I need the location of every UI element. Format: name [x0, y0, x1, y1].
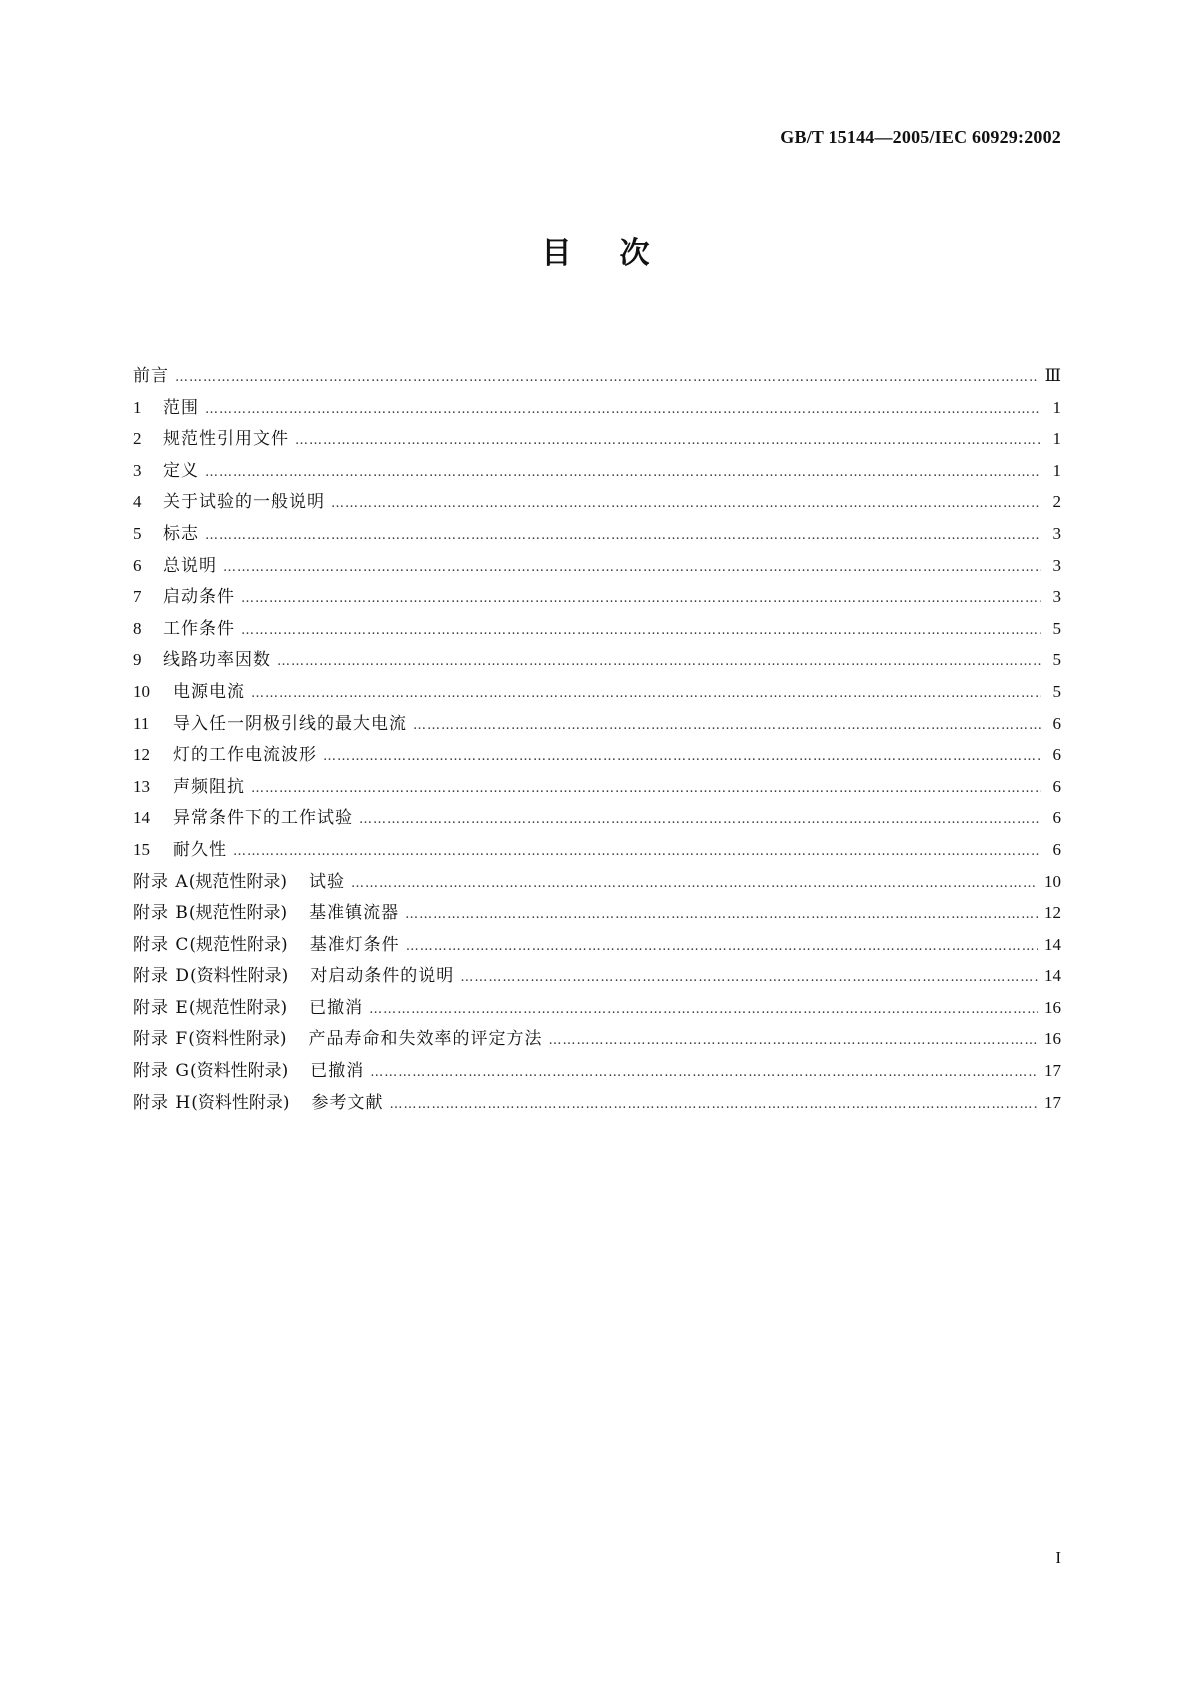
toc-entry-label: 耐久性	[173, 839, 227, 860]
annex-prefix: 附录 B	[133, 903, 189, 924]
dot-leader	[369, 1002, 1038, 1017]
toc-entry[interactable]	[133, 803, 1061, 835]
annex-prefix: 附录 D	[133, 966, 191, 987]
toc-entry[interactable]	[133, 519, 1061, 551]
toc-entry-page: 6	[1052, 745, 1061, 765]
annex-category: (资料性附录)	[188, 1029, 287, 1050]
dot-leader	[251, 781, 1041, 796]
toc-entry-page: Ⅲ	[1044, 366, 1061, 385]
toc-annex-entry[interactable]	[133, 993, 1061, 1025]
toc-entry-page: 16	[1044, 1029, 1061, 1049]
toc-entry-label: 对启动条件的说明	[310, 966, 455, 987]
annex-prefix: 附录 H	[133, 1092, 192, 1113]
dot-leader	[405, 907, 1038, 922]
toc-entry[interactable]	[133, 393, 1061, 425]
toc-entry-page: 3	[1052, 523, 1061, 543]
toc-entry[interactable]	[133, 456, 1061, 488]
toc-annex-entry[interactable]	[133, 1056, 1061, 1088]
toc-entry-page: 10	[1044, 871, 1061, 891]
dot-leader	[205, 528, 1041, 543]
dot-leader	[205, 402, 1041, 417]
toc-entry-page: 3	[1052, 587, 1061, 607]
annex-category: (资料性附录)	[191, 1092, 290, 1113]
toc-entry-number: 9	[133, 650, 142, 670]
toc-entry-page: 6	[1052, 713, 1061, 733]
dot-leader	[390, 1097, 1039, 1112]
dot-leader	[251, 686, 1041, 701]
toc-entry-foreword[interactable]	[133, 361, 1061, 393]
toc-entry-label: 产品寿命和失效率的评定方法	[308, 1029, 543, 1050]
toc-entry[interactable]	[133, 614, 1061, 646]
toc-entry-page: 14	[1044, 966, 1061, 986]
dot-leader	[413, 718, 1041, 733]
dot-leader	[323, 749, 1041, 764]
annex-prefix: 附录 F	[133, 1029, 189, 1050]
toc-entry[interactable]	[133, 835, 1061, 867]
dot-leader	[223, 560, 1041, 575]
toc-entry-number: 4	[133, 492, 142, 512]
toc-entry-label: 已撤消	[310, 1061, 365, 1082]
dot-leader	[175, 370, 1039, 385]
toc-entry-page: 3	[1052, 555, 1061, 575]
toc-entry-page: 5	[1052, 650, 1061, 670]
toc-entry-label: 定义	[163, 460, 199, 481]
toc-entry-label: 标志	[163, 523, 199, 544]
toc-entry-page: 14	[1044, 934, 1061, 954]
toc-annex-entry[interactable]	[133, 930, 1061, 962]
toc-annex-entry[interactable]	[133, 898, 1061, 930]
toc-entry-label: 已撤消	[309, 997, 364, 1018]
annex-category: (规范性附录)	[188, 997, 288, 1018]
annex-category: (规范性附录)	[188, 871, 287, 892]
annex-category: (资料性附录)	[189, 1061, 289, 1082]
dot-leader	[277, 654, 1041, 669]
annex-category: (资料性附录)	[190, 966, 289, 987]
toc-entry-label: 总说明	[163, 555, 217, 576]
page-title: 目次	[541, 236, 698, 271]
toc-entry-number: 12	[133, 745, 150, 765]
toc-entry-page: 1	[1052, 429, 1061, 449]
toc-entry-page: 16	[1044, 997, 1061, 1017]
toc-entry-number: 6	[133, 555, 142, 575]
page-number: I	[1055, 1548, 1061, 1567]
dot-leader	[406, 939, 1038, 954]
toc-annex-entry[interactable]	[133, 867, 1061, 899]
annex-prefix: 附录 E	[133, 997, 189, 1018]
toc-entry-label: 声频阻抗	[173, 776, 245, 797]
toc-entry[interactable]	[133, 424, 1061, 456]
dot-leader	[233, 844, 1041, 859]
toc-entry-page: 12	[1044, 903, 1061, 923]
annex-prefix: 附录 G	[133, 1061, 190, 1082]
toc-entry[interactable]	[133, 677, 1061, 709]
toc-entry-number: 8	[133, 618, 142, 638]
toc-entry-label: 试验	[308, 871, 345, 892]
dot-leader	[295, 433, 1041, 448]
toc-entry-label: 前言	[133, 366, 169, 386]
annex-category: (规范性附录)	[188, 903, 288, 924]
toc-entry-number: 15	[133, 839, 150, 859]
toc-entry-label: 基准镇流器	[309, 903, 400, 924]
toc-annex-entry[interactable]	[133, 961, 1061, 993]
toc-entry-number: 2	[133, 429, 142, 449]
dot-leader	[359, 812, 1041, 827]
toc-entry-page: 17	[1044, 1092, 1061, 1112]
toc-entry-page: 5	[1052, 618, 1061, 638]
toc-entry-page: 1	[1052, 397, 1061, 417]
toc-entry-number: 1	[133, 397, 142, 417]
toc-entry-number: 14	[133, 808, 150, 828]
toc-entry-label: 基准灯条件	[309, 934, 400, 955]
toc-entry-number: 7	[133, 587, 142, 607]
dot-leader	[460, 970, 1038, 985]
toc-entry-label: 启动条件	[163, 587, 235, 608]
toc-entry[interactable]	[133, 582, 1061, 614]
annex-prefix: 附录 C	[133, 934, 190, 955]
toc-entry-number: 11	[133, 713, 150, 733]
toc-entry[interactable]	[133, 487, 1061, 519]
toc-annex-entry[interactable]	[133, 1024, 1061, 1056]
toc-entry[interactable]	[133, 772, 1061, 804]
toc-entry-number: 5	[133, 523, 142, 543]
toc-entry-page: 5	[1052, 681, 1061, 701]
annex-category: (规范性附录)	[189, 934, 288, 955]
dot-leader	[331, 496, 1041, 511]
dot-leader	[351, 876, 1038, 891]
toc-entry-page: 1	[1052, 460, 1061, 480]
standard-number: GB/T 15144—2005/IEC 60929:2002	[780, 127, 1061, 147]
toc-entry-label: 规范性引用文件	[163, 429, 289, 450]
table-of-contents	[133, 361, 1061, 1119]
toc-entry[interactable]	[133, 709, 1061, 741]
toc-entry-label: 电源电流	[173, 681, 245, 702]
toc-entry[interactable]	[133, 551, 1061, 583]
toc-entry-label: 关于试验的一般说明	[163, 492, 325, 513]
toc-entry-page: 6	[1052, 776, 1061, 796]
toc-entry-label: 灯的工作电流波形	[173, 745, 317, 766]
toc-entry-page: 2	[1052, 492, 1061, 512]
toc-entry-label: 线路功率因数	[163, 650, 271, 671]
toc-entry-page: 17	[1044, 1061, 1061, 1081]
toc-entry-label: 异常条件下的工作试验	[173, 808, 353, 829]
dot-leader	[241, 623, 1041, 638]
toc-annex-entry[interactable]	[133, 1088, 1061, 1120]
dot-leader	[205, 465, 1041, 480]
toc-entry[interactable]	[133, 740, 1061, 772]
toc-entry-number: 3	[133, 460, 142, 480]
toc-entry-page: 6	[1052, 839, 1061, 859]
toc-entry[interactable]	[133, 645, 1061, 677]
toc-entry-label: 工作条件	[163, 618, 235, 639]
dot-leader	[241, 591, 1041, 606]
annex-prefix: 附录 A	[133, 871, 189, 892]
toc-entry-number: 13	[133, 776, 150, 796]
toc-entry-label: 范围	[163, 397, 199, 418]
dot-leader	[548, 1033, 1038, 1048]
toc-entry-page: 6	[1052, 808, 1061, 828]
toc-entry-label: 参考文献	[311, 1092, 384, 1113]
dot-leader	[370, 1065, 1038, 1080]
toc-entry-number: 10	[133, 681, 150, 701]
toc-entry-label: 导入任一阴极引线的最大电流	[173, 713, 407, 734]
